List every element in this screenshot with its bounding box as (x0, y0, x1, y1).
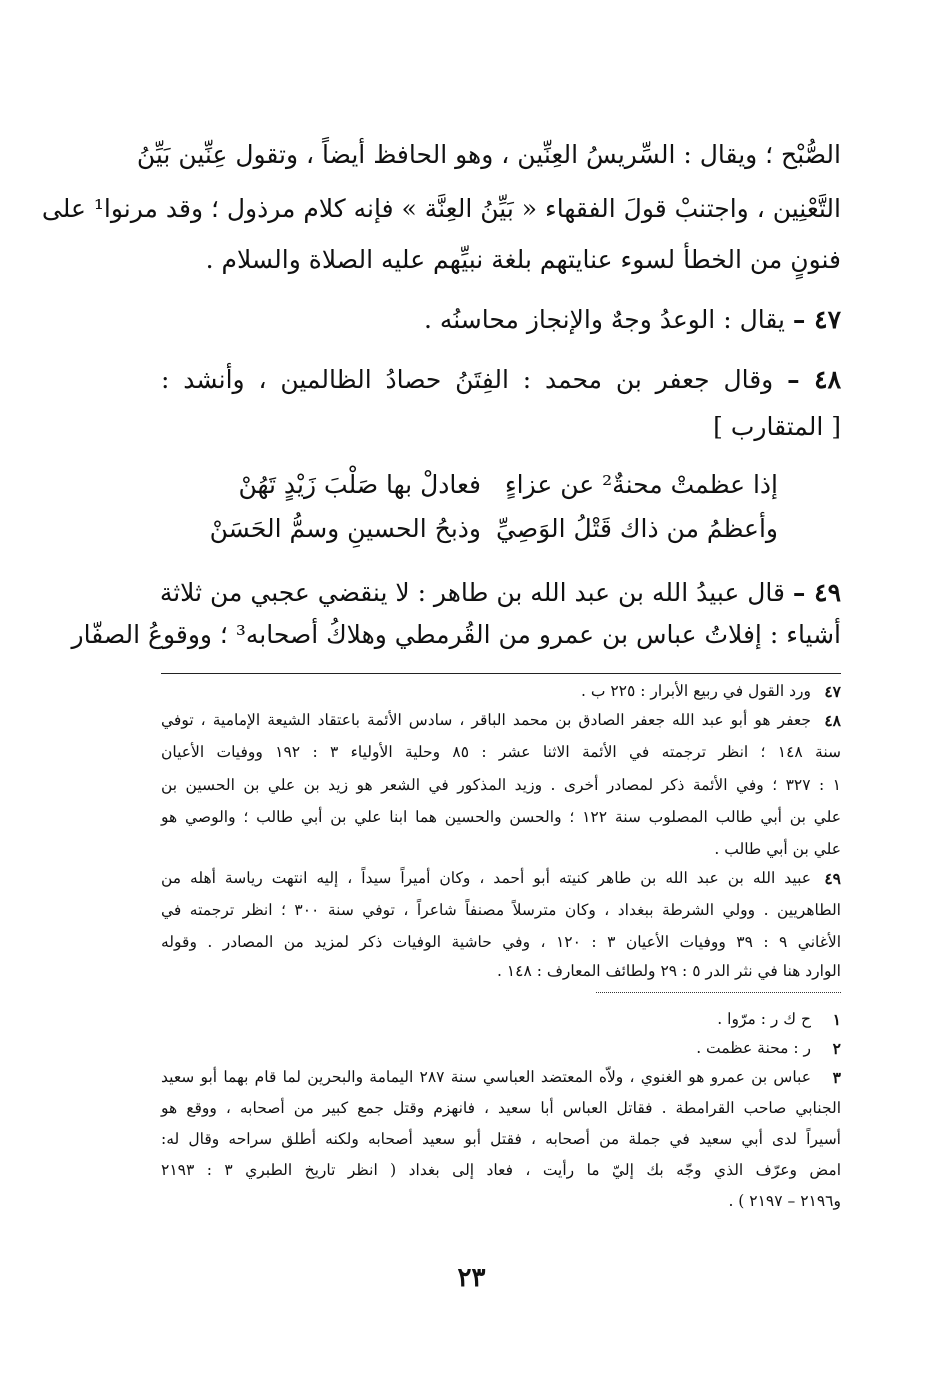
item-text: وقال جعفر بن محمد : الفِتَنُ حصادُ الظالمين ، وأنشد : (161, 365, 774, 394)
footnote-number: ١ (832, 1010, 841, 1029)
body-line-2: التَّعْنِين ، واجتنبْ قولَ الفقهاء « بَيِّنُ العِنَّة » فإنه كلام مرذول ؛ وقد مرنوا¹ على (41, 194, 841, 223)
footnote-3-line-4: امض وعرّف الذي وجّه بك إليّ ما رأيت ، فعاد إلى بغداد ( انظر تاريخ الطبري ٣ : ٢١٩٣ (161, 1161, 841, 1179)
note-48-line-4: علي بن أبي طالب المصلوب سنة ١٢٢ ؛ والحسن والحسين هما ابنا علي بن أبي طالب ؛ والوصي هو (161, 808, 841, 826)
note-number: ٤٩ (824, 869, 841, 888)
item-number: ٤٧ – (792, 305, 841, 334)
verse-1-second-hemistich: فعادلْ بها صَلْبَ زَيْدٍ تَهُنْ (238, 470, 481, 499)
note-47-line: ورد القول في ربيع الأبرار : ٢٢٥ ب . (580, 682, 811, 700)
note-49-line-2: الطاهريين . وولي الشرطة ببغداد ، وكان مترسلاً مصنفاً شاعراً ، توفي سنة ٣٠٠ ؛ انظر ترجمته في (161, 901, 841, 919)
note-48-line-3: ١ : ٣٢٧ ؛ وفي الأئمة ذكر لمصادر أخرى . وزيد المذكور في الشعر هو زيد بن علي بن الحسين بن (161, 776, 841, 794)
footnote-number: ٢ (832, 1039, 841, 1058)
page-number: ٢٣ (457, 1263, 486, 1293)
textual-footnotes (41, 0, 841, 1250)
item-number: ٤٨ – (787, 365, 841, 394)
note-49-line-4: الوارد هنا في نثر الدر ٥ : ٢٩ ولطائف المعارف : ١٤٨ . (496, 962, 841, 980)
footnote-3-line-5: و٢١٩٦ – ٢١٩٧ ) . (728, 1192, 841, 1210)
footnote-3-line-1: عباس بن عمرو هو الغنوي ، ولاّه المعتضد العباسي سنة ٢٨٧ اليمامة والبحرين لما قام بهما أبو سعيد (161, 1068, 811, 1086)
verse-2-first-hemistich: وأعظمُ من ذاك قَتْلُ الوَصِيِّ (496, 514, 778, 543)
note-48-line-1: جعفر هو أبو عبد الله جعفر الصادق بن محمد الباقر ، سادس الأئمة باعتقاد الشيعة الإمامية ، توفي (161, 711, 811, 729)
body-line-1: الصُّبْح ؛ ويقال : السِّريسُ العِنِّين ، وهو الحافظ أيضاً ، وتقول عِنِّين بَيِّنُ (136, 140, 841, 169)
item-text: قال عبيدُ الله بن عبد الله بن طاهر : لا ينقضي عجبي من ثلاثة (159, 578, 785, 607)
footnote-1: ح ك ر : مرّوا . (717, 1010, 811, 1028)
note-number: ٤٧ (824, 682, 841, 701)
meter-label: [ المتقارب ] (713, 412, 841, 441)
verse-2-second-hemistich: وذبحُ الحسينِ وسمُّ الحَسَنْ (209, 514, 481, 543)
footnote-2: ر : محنة عظمت . (696, 1039, 811, 1057)
note-number: ٤٨ (824, 711, 841, 730)
note-48-line-2: سنة ١٤٨ ؛ انظر ترجمته في الأئمة الاثنا عشر : ٨٥ وحلية الأولياء ٣ : ١٩٢ ووفيات الأعيان (161, 743, 842, 761)
footnote-3-line-2: الجنابي صاحب القرامطة . فقاتل العباس أبا سعيد ، فانهزم وقتل جمع كبير من أصحابه ، ووقع هو (161, 1099, 841, 1117)
note-49-line-3: الأغاني ٩ : ٣٩ ووفيات الأعيان ٣ : ١٢٠ ، وفي حاشية الوفيات ذكر لمزيد من المصادر . وقوله (161, 933, 842, 951)
body-line-3: فنونٍ من الخطأ لسوء عنايتهم بلغة نبيِّهم عليه الصلاة والسلام . (205, 245, 841, 274)
footnote-3-line-3: أسيراً لدى أبي سعيد في جملة من أصحابه ، فقتل أبو سعيد أصحابه ولكنه أطلق سراحه وقال له: (161, 1130, 841, 1148)
item-text: يقال : الوعدُ وجهٌ والإنجاز محاسنُه . (423, 305, 785, 334)
note-48-line-5: علي بن أبي طالب . (714, 840, 841, 858)
note-49-line-1: عبيد الله بن عبد الله بن طاهر كنيته أبو أحمد ، وكان أميراً سيداً ، إليه انتهت رياسة أهله من (161, 869, 811, 887)
verse-1-first-hemistich: إذا عظمتْ محنةٌ² عن عزاءٍ (504, 470, 778, 499)
item-number: ٤٩ – (792, 578, 841, 607)
item-49-line-2: أشياء : إفلاتُ عباس بن عمرو من القُرمطي وهلاكُ أصحابه³ ؛ ووقوعُ الصفّار (71, 620, 841, 649)
footnote-number: ٣ (832, 1068, 841, 1087)
